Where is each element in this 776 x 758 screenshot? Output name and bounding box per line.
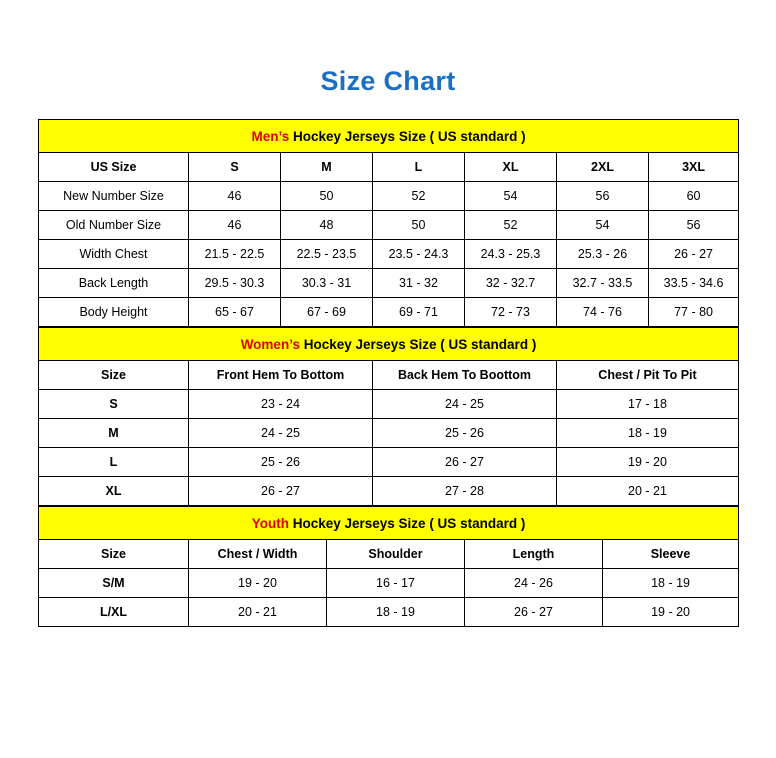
mens-section-header (39, 120, 739, 153)
womens-row-3-label: XL (39, 477, 189, 506)
mens-row-0-val-5: 60 (649, 182, 739, 211)
mens-row-0-val-4: 56 (557, 182, 649, 211)
youth-row-1-val-1: 18 - 19 (327, 598, 465, 627)
table-section-header-row (39, 507, 739, 540)
youth-section-header (39, 507, 739, 540)
womens-row-1-val-1: 25 - 26 (373, 419, 557, 448)
mens-row-1-val-0: 46 (189, 211, 281, 240)
mens-row-4-val-2: 69 - 71 (373, 298, 465, 327)
youth-col-3: Length (465, 540, 603, 569)
mens-row-4-val-0: 65 - 67 (189, 298, 281, 327)
mens-row-1-val-4: 54 (557, 211, 649, 240)
womens-row-1-val-2: 18 - 19 (557, 419, 739, 448)
table-section-header-row (39, 328, 739, 361)
table-row (39, 269, 739, 298)
mens-row-2-val-0: 21.5 - 22.5 (189, 240, 281, 269)
womens-row-2-val-0: 25 - 26 (189, 448, 373, 477)
mens-row-3-val-0: 29.5 - 30.3 (189, 269, 281, 298)
youth-header-rest: Hockey Jerseys Size ( US standard ) (288, 515, 526, 531)
mens-col-2: M (281, 153, 373, 182)
womens-row-2-val-2: 19 - 20 (557, 448, 739, 477)
youth-col-1: Chest / Width (189, 540, 327, 569)
mens-header-accent: Men’s (251, 128, 290, 144)
mens-size-table (38, 119, 739, 327)
mens-col-5: 2XL (557, 153, 649, 182)
mens-row-3-val-2: 31 - 32 (373, 269, 465, 298)
table-header-row (39, 153, 739, 182)
womens-size-table (38, 327, 739, 506)
mens-row-0-val-1: 50 (281, 182, 373, 211)
table-row (39, 390, 739, 419)
mens-row-2-val-5: 26 - 27 (649, 240, 739, 269)
size-chart-page (0, 66, 776, 758)
youth-row-0-val-1: 16 - 17 (327, 569, 465, 598)
womens-row-1-val-0: 24 - 25 (189, 419, 373, 448)
table-header-row (39, 540, 739, 569)
mens-row-3-val-4: 32.7 - 33.5 (557, 269, 649, 298)
table-row (39, 598, 739, 627)
womens-row-2-val-1: 26 - 27 (373, 448, 557, 477)
womens-row-0-label: S (39, 390, 189, 419)
womens-row-3-val-2: 20 - 21 (557, 477, 739, 506)
youth-size-table (38, 506, 739, 627)
mens-row-3-label: Back Length (39, 269, 189, 298)
mens-row-2-val-3: 24.3 - 25.3 (465, 240, 557, 269)
womens-row-3-val-1: 27 - 28 (373, 477, 557, 506)
table-header-row (39, 361, 739, 390)
mens-row-2-val-4: 25.3 - 26 (557, 240, 649, 269)
mens-col-6: 3XL (649, 153, 739, 182)
mens-row-1-val-2: 50 (373, 211, 465, 240)
mens-col-1: S (189, 153, 281, 182)
youth-col-2: Shoulder (327, 540, 465, 569)
mens-row-1-val-1: 48 (281, 211, 373, 240)
table-row (39, 448, 739, 477)
table-row (39, 298, 739, 327)
table-row (39, 419, 739, 448)
table-row (39, 240, 739, 269)
womens-header-rest: Hockey Jerseys Size ( US standard ) (299, 336, 537, 352)
mens-row-1-val-5: 56 (649, 211, 739, 240)
womens-row-3-val-0: 26 - 27 (189, 477, 373, 506)
womens-col-1: Front Hem To Bottom (189, 361, 373, 390)
mens-row-4-val-4: 74 - 76 (557, 298, 649, 327)
mens-col-0: US Size (39, 153, 189, 182)
mens-row-1-val-3: 52 (465, 211, 557, 240)
mens-row-2-label: Width Chest (39, 240, 189, 269)
womens-row-0-val-1: 24 - 25 (373, 390, 557, 419)
mens-col-4: XL (465, 153, 557, 182)
mens-row-4-val-1: 67 - 69 (281, 298, 373, 327)
youth-col-4: Sleeve (603, 540, 739, 569)
mens-row-4-val-3: 72 - 73 (465, 298, 557, 327)
mens-row-2-val-2: 23.5 - 24.3 (373, 240, 465, 269)
womens-row-0-val-0: 23 - 24 (189, 390, 373, 419)
mens-row-4-label: Body Height (39, 298, 189, 327)
table-row (39, 477, 739, 506)
mens-row-3-val-5: 33.5 - 34.6 (649, 269, 739, 298)
mens-row-0-val-3: 54 (465, 182, 557, 211)
mens-row-3-val-3: 32 - 32.7 (465, 269, 557, 298)
table-row (39, 182, 739, 211)
table-row (39, 211, 739, 240)
youth-row-0-label: S/M (39, 569, 189, 598)
womens-header-accent: Women’s (240, 336, 300, 352)
youth-row-0-val-2: 24 - 26 (465, 569, 603, 598)
mens-row-3-val-1: 30.3 - 31 (281, 269, 373, 298)
womens-row-0-val-2: 17 - 18 (557, 390, 739, 419)
womens-section-header (39, 328, 739, 361)
youth-row-1-label: L/XL (39, 598, 189, 627)
youth-col-0: Size (39, 540, 189, 569)
mens-row-0-val-0: 46 (189, 182, 281, 211)
mens-row-4-val-5: 77 - 80 (649, 298, 739, 327)
youth-row-1-val-3: 19 - 20 (603, 598, 739, 627)
table-row (39, 569, 739, 598)
youth-row-0-val-3: 18 - 19 (603, 569, 739, 598)
womens-col-0: Size (39, 361, 189, 390)
womens-row-2-label: L (39, 448, 189, 477)
mens-row-2-val-1: 22.5 - 23.5 (281, 240, 373, 269)
mens-header-rest: Hockey Jerseys Size ( US standard ) (289, 128, 526, 144)
youth-row-1-val-2: 26 - 27 (465, 598, 603, 627)
table-section-header-row (39, 120, 739, 153)
page-title: Size Chart (320, 66, 456, 96)
youth-header-accent: Youth (251, 515, 289, 531)
mens-row-0-val-2: 52 (373, 182, 465, 211)
mens-col-3: L (373, 153, 465, 182)
mens-row-0-label: New Number Size (39, 182, 189, 211)
womens-row-1-label: M (39, 419, 189, 448)
youth-row-1-val-0: 20 - 21 (189, 598, 327, 627)
youth-row-0-val-0: 19 - 20 (189, 569, 327, 598)
mens-row-1-label: Old Number Size (39, 211, 189, 240)
womens-col-3: Chest / Pit To Pit (557, 361, 739, 390)
womens-col-2: Back Hem To Boottom (373, 361, 557, 390)
